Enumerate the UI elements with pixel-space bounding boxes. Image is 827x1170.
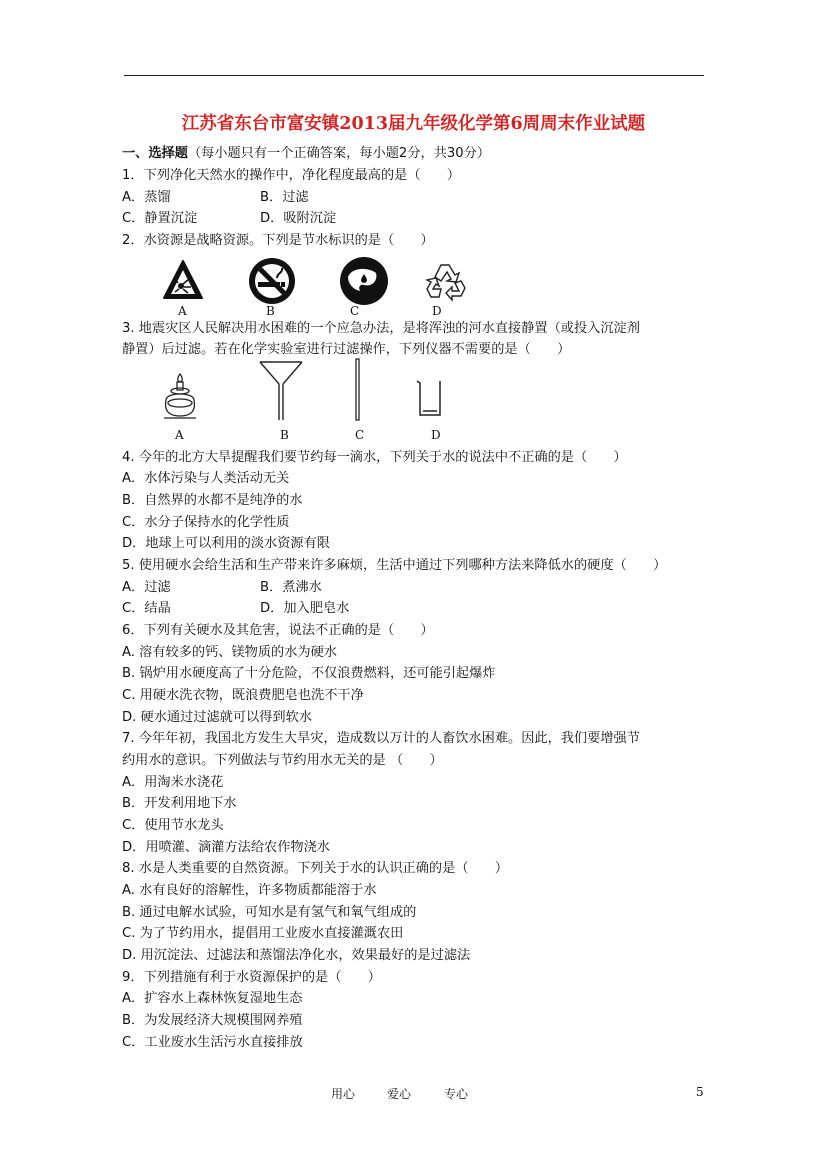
q7-option-c: C．使用节水龙头 xyxy=(122,818,224,833)
funnel-icon xyxy=(258,360,304,422)
q2-label-c: C xyxy=(350,304,360,318)
q5-option-b: B．煮沸水 xyxy=(260,580,322,595)
glass-rod-icon xyxy=(354,358,362,422)
q3-label-b: B xyxy=(280,428,289,442)
q3-label-a: A xyxy=(175,428,184,442)
page-title: 江苏省东台市富安镇2013届九年级化学第6周周末作业试题 xyxy=(181,114,646,134)
recycle-icon xyxy=(425,259,469,303)
q8-option-d: D. 用沉淀法、过滤法和蒸馏法净化水，效果最好的是过滤法 xyxy=(122,948,471,963)
header-rule xyxy=(124,75,704,76)
q5-option-a: A．过滤 xyxy=(122,580,171,595)
water-saving-icon xyxy=(338,255,390,307)
q1-option-d: D．吸附沉淀 xyxy=(260,211,337,226)
q1-stem: 1．下列净化天然水的操作中，净化程度最高的是（ ） xyxy=(122,168,461,183)
q9-stem: 9．下列措施有利于水资源保护的是（ ） xyxy=(122,970,381,985)
explosive-warning-icon xyxy=(162,258,204,304)
q9-option-c: C．工业废水生活污水直接排放 xyxy=(122,1035,303,1050)
q1-option-c: C．静置沉淀 xyxy=(122,211,198,226)
q8-stem: 8. 水是人类重要的自然资源。下列关于水的认识正确的是（ ） xyxy=(122,861,509,876)
q6-option-c: C. 用硬水洗衣物，既浪费肥皂也洗不干净 xyxy=(122,688,364,703)
section-label: 一、选择题 xyxy=(122,146,188,161)
q7-option-a: A．用淘米水浇花 xyxy=(122,775,224,790)
q4-stem: 4. 今年的北方大旱提醒我们要节约每一滴水，下列关于水的说法中不正确的是（ ） xyxy=(122,450,627,465)
q5-option-d: D．加入肥皂水 xyxy=(260,601,350,616)
q3-stem-line1: 3. 地震灾区人民解决用水困难的一个应急办法，是将浑浊的河水直接静置（或投入沉淀剂 xyxy=(122,321,640,336)
q5-option-c: C．结晶 xyxy=(122,601,171,616)
no-smoking-icon xyxy=(247,256,297,306)
q6-stem: 6．下列有关硬水及其危害，说法不正确的是（ ） xyxy=(122,623,434,638)
q9-option-b: B．为发展经济大规模围网养殖 xyxy=(122,1013,303,1028)
q2-label-d: D xyxy=(432,304,442,318)
q6-option-b: B. 锅炉用水硬度高了十分危险，不仅浪费燃料，还可能引起爆炸 xyxy=(122,666,496,681)
q3-stem-line2: 静置）后过滤。若在化学实验室进行过滤操作，下列仪器不需要的是（ ） xyxy=(122,342,571,357)
q4-option-c: C．水分子保持水的化学性质 xyxy=(122,515,290,530)
q1-option-b: B．过滤 xyxy=(260,190,309,205)
q8-option-c: C. 为了节约用水，提倡用工业废水直接灌溉农田 xyxy=(122,926,404,941)
section-note: （每小题只有一个正确答案，每小题2分，共30分） xyxy=(187,146,491,161)
q4-option-b: B．自然界的水都不是纯净的水 xyxy=(122,493,303,508)
q3-label-d: D xyxy=(431,428,441,442)
q7-stem-line2: 约用水的意识。下列做法与节约用水无关的是 （ ） xyxy=(122,753,443,768)
q6-option-a: A. 溶有较多的钙、镁物质的水为硬水 xyxy=(122,645,337,660)
q2-label-a: A xyxy=(178,304,187,318)
q5-stem: 5. 使用硬水会给生活和生产带来许多麻烦，生活中通过下列哪种方法来降低水的硬度（ ） xyxy=(122,558,667,573)
q3-label-c: C xyxy=(355,428,365,442)
q4-option-d: D．地球上可以利用的淡水资源有限 xyxy=(122,536,330,551)
alcohol-lamp-icon xyxy=(160,372,200,422)
q7-option-d: D．用喷灌、滴灌方法给农作物浇水 xyxy=(122,840,330,855)
page-number: 5 xyxy=(696,1085,704,1099)
beaker-icon xyxy=(416,378,444,418)
q2-label-b: B xyxy=(266,304,275,318)
q8-option-a: A. 水有良好的溶解性，许多物质都能溶于水 xyxy=(122,883,377,898)
q2-stem: 2．水资源是战略资源。下列是节水标识的是（ ） xyxy=(122,233,434,248)
q7-option-b: B．开发利用地下水 xyxy=(122,796,237,811)
footer-right: 专心 xyxy=(444,1087,469,1101)
q9-option-a: A．扩容水上森林恢复湿地生态 xyxy=(122,991,303,1006)
q8-option-b: B. 通过电解水试验，可知水是有氢气和氧气组成的 xyxy=(122,905,417,920)
footer-mid: 爱心 xyxy=(387,1087,412,1101)
section-heading xyxy=(122,145,490,163)
q7-stem-line1: 7. 今年年初，我国北方发生大旱灾，造成数以万计的人畜饮水困难。因此，我们要增强节 xyxy=(122,731,640,746)
q1-option-a: A．蒸馏 xyxy=(122,190,171,205)
footer-left: 用心 xyxy=(331,1087,356,1101)
q6-option-d: D. 硬水通过过滤就可以得到软水 xyxy=(122,710,312,725)
q4-option-a: A．水体污染与人类活动无关 xyxy=(122,471,290,486)
